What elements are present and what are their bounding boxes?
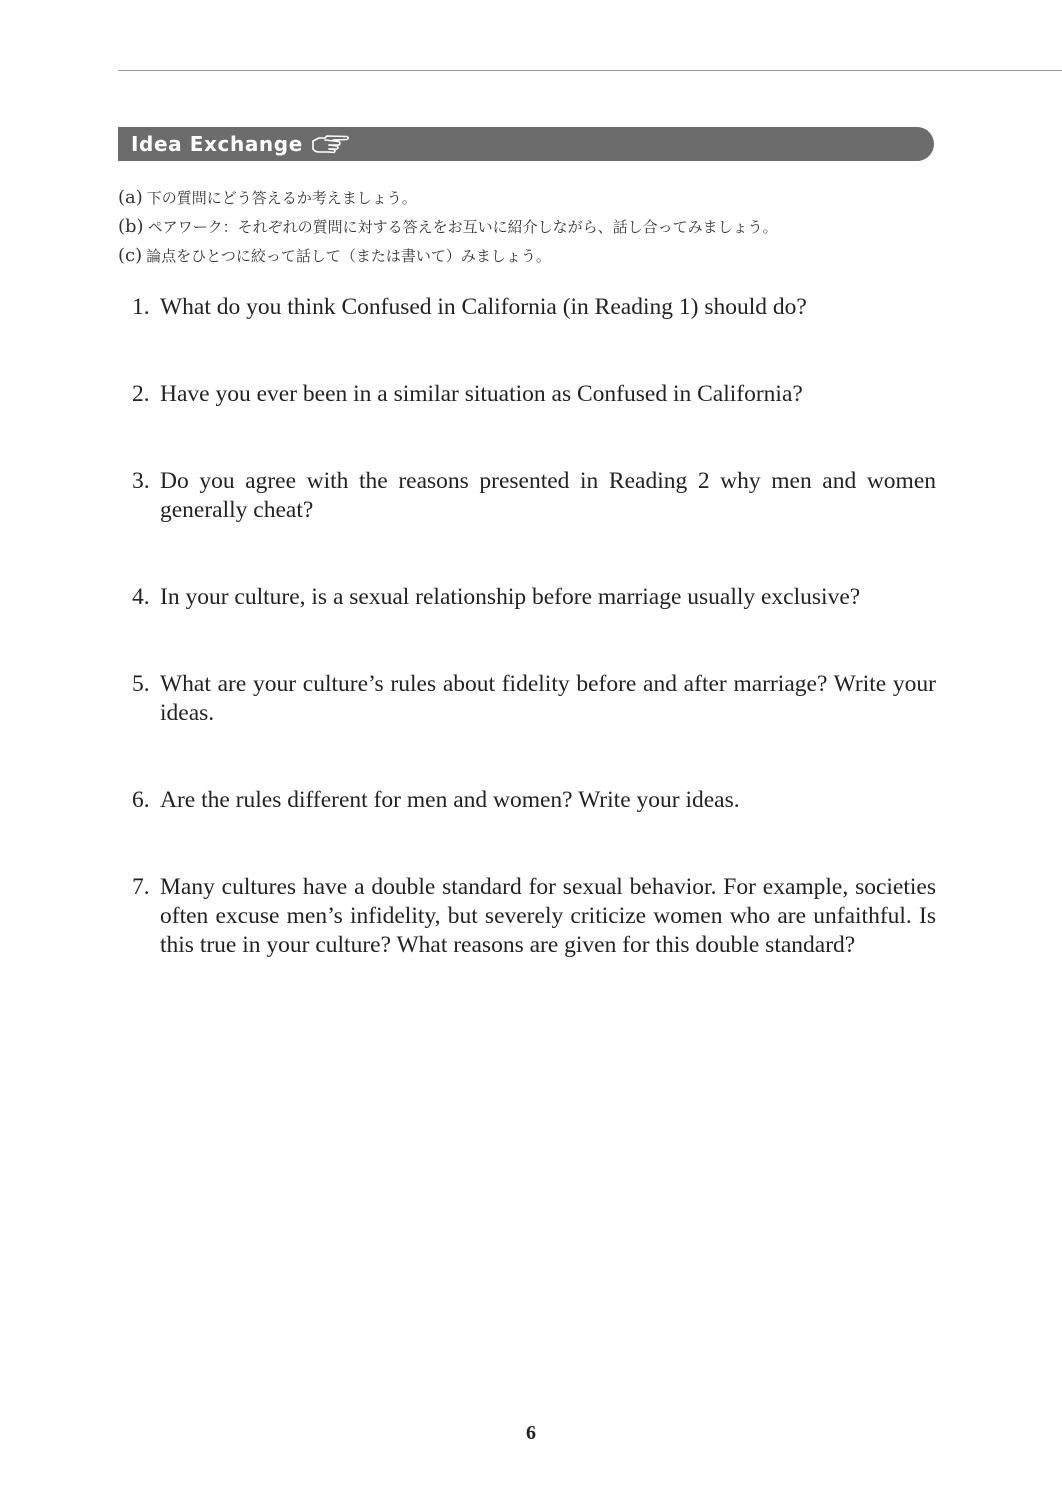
question-6 <box>132 786 936 815</box>
page-number: 6 <box>526 1422 536 1444</box>
section-header <box>118 127 934 161</box>
instruction-text: 論点をひとつに絞って話して（または書いて）みましょう。 <box>146 247 551 265</box>
question-3 <box>132 467 936 525</box>
question-list <box>132 293 936 1018</box>
question-2 <box>132 380 936 409</box>
instruction-b <box>118 212 1018 241</box>
question-text: Do you agree with the reasons presented in Reading 2 why men and women generally cheat? <box>160 468 936 523</box>
section-title: Idea Exchange <box>131 132 303 156</box>
question-5 <box>132 670 936 728</box>
instruction-c <box>118 241 1018 270</box>
question-number: 3. <box>132 468 150 494</box>
question-text: What are your culture’s rules about fidelity before and after marriage? Write your ideas. <box>160 671 936 726</box>
question-number: 7. <box>132 874 150 900</box>
instruction-text: 下の質問にどう答えるか考えましょう。 <box>146 189 417 207</box>
instruction-a <box>118 183 1018 212</box>
question-number: 1. <box>132 294 150 320</box>
instructions <box>118 183 1018 270</box>
question-number: 4. <box>132 584 150 610</box>
question-text: Many cultures have a double standard for sexual behavior. For example, societies often excuse men’s infidelity, but severely criticize women who are unfaithful. Is this true in your culture? What reasons are given for this double standard? <box>160 874 936 958</box>
pointing-hand-icon <box>311 133 351 155</box>
instruction-text: ペアワーク：それぞれの質問に対する答えをお互いに紹介しながら、話し合ってみましょう。 <box>147 218 778 236</box>
question-7 <box>132 873 936 960</box>
question-number: 6. <box>132 787 150 813</box>
instruction-tag: (c) <box>118 245 143 266</box>
top-rule <box>118 70 1062 71</box>
instruction-tag: (b) <box>118 216 144 237</box>
question-number: 5. <box>132 671 150 697</box>
question-number: 2. <box>132 381 150 407</box>
question-text: In your culture, is a sexual relationship before marriage usually exclusive? <box>160 584 861 610</box>
question-1 <box>132 293 936 322</box>
question-4 <box>132 583 936 612</box>
instruction-tag: (a) <box>118 187 143 208</box>
question-text: What do you think Confused in California (in Reading 1) should do? <box>160 294 807 320</box>
question-text: Are the rules different for men and women? Write your ideas. <box>160 787 740 813</box>
question-text: Have you ever been in a similar situation as Confused in California? <box>160 381 803 407</box>
